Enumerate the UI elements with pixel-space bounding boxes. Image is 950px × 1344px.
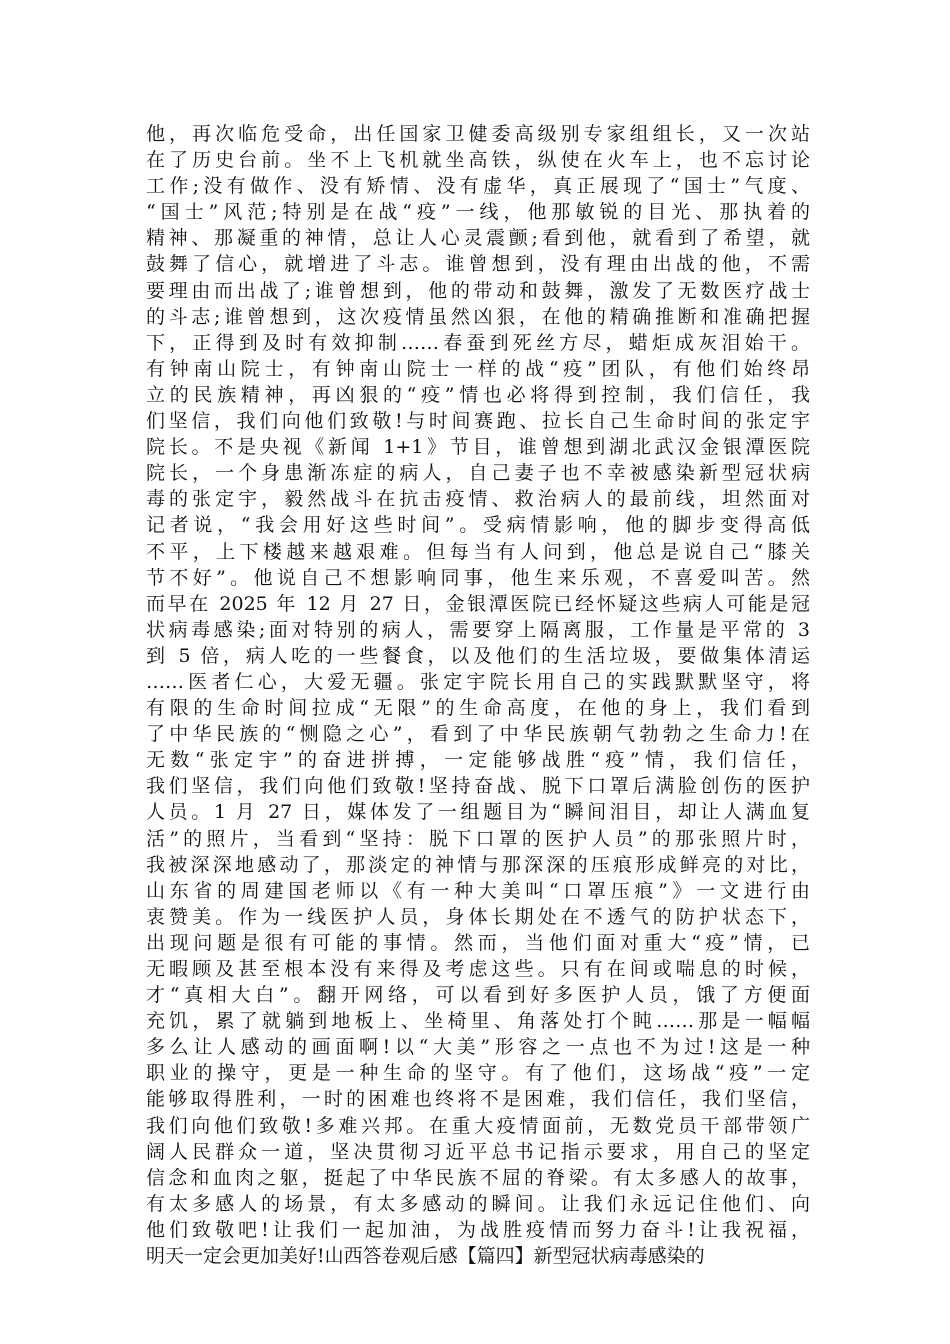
text-line: 在了历史台前。坐不上飞机就坐高铁，纵使在火车上，也不忘讨论 [146, 149, 810, 172]
text-line: 能够取得胜利，一时的困难也终将不是困难，我们信任，我们坚信， [146, 1088, 810, 1111]
text-line: 无暇顾及甚至根本没有来得及考虑这些。只有在间或喘息的时候， [146, 958, 810, 980]
body-text [146, 121, 810, 1269]
text-line: ……医者仁心，大爱无疆。张定宇院长用自己的实践默默坚守，将 [146, 670, 810, 693]
text-line: “国士”风范;特别是在战“疫”一线，他那敏锐的目光、那执着的 [146, 201, 810, 224]
text-line: 了中华民族的“恻隐之心”，看到了中华民族朝气勃勃之生命力!在 [146, 723, 810, 746]
text-line: 立的民族精神，再凶狠的“疫”情也必将得到控制，我们信任，我 [146, 383, 810, 406]
text-line: 有限的生命时间拉成“无限”的生命高度，在他的身上，我们看到 [146, 697, 810, 720]
text-line: 明天一定会更加美好!山西答卷观后感【篇四】新型冠状病毒感染的 [146, 1245, 705, 1268]
text-line: 而早在 2025 年 12 月 27 日，金银潭医院已经怀疑这些病人可能是冠 [146, 592, 810, 615]
text-line: 有钟南山院士，有钟南山院士一样的战“疫”团队，有他们始终昂 [146, 357, 810, 380]
text-line: 他们致敬吧!让我们一起加油，为战胜疫情而努力奋斗!让我祝福， [146, 1218, 810, 1241]
text-line: 状病毒感染;面对特别的病人，需要穿上隔离服，工作量是平常的 3 [146, 618, 810, 641]
text-line: 充饥，累了就躺到地板上、坐椅里、角落处打个盹……那是一幅幅 [146, 1010, 810, 1033]
text-line: 院长，一个身患渐冻症的病人，自己妻子也不幸被感染新型冠状病 [146, 462, 810, 485]
text-line: 毒的张定宇，毅然战斗在抗击疫情、救治病人的最前线，坦然面对 [146, 488, 810, 511]
text-line: 多么让人感动的画面啊!以“大美”形容之一点也不为过!这是一种 [146, 1036, 810, 1059]
text-line: 阔人民群众一道，坚决贯彻习近平总书记指示要求，用自己的坚定 [146, 1140, 810, 1163]
text-line: 职业的操守，更是一种生命的坚守。有了他们，这场战“疫”一定 [146, 1062, 810, 1085]
text-line: 工作;没有做作、没有矫情、没有虚华，真正展现了“国士”气度、 [146, 175, 810, 198]
text-line: 才“真相大白”。翻开网络，可以看到好多医护人员，饿了方便面 [146, 984, 810, 1007]
text-line: 衷赞美。作为一线医护人员，身体长期处在不透气的防护状态下， [146, 905, 810, 928]
text-line: 山东省的周建国老师以《有一种大美叫“口罩压痕”》一文进行由 [146, 879, 810, 902]
text-line: 们坚信，我们向他们致敬!与时间赛跑、拉长自己生命时间的张定宇 [146, 410, 810, 433]
text-line: 的斗志;谁曾想到，这次疫情虽然凶狠，在他的精确推断和准确把握 [146, 305, 810, 328]
text-line: 院长。不是央视《新闻 1+1》节目，谁曾想到湖北武汉金银潭医院 [146, 436, 810, 459]
text-line: 有太多感人的场景，有太多感动的瞬间。让我们永远记住他们、向 [146, 1192, 810, 1215]
text-line: 不平，上下楼越来越艰难。但每当有人问到，他总是说自己“膝关 [146, 540, 810, 563]
text-line: 精神、那凝重的神情，总让人心灵震颤;看到他，就看到了希望，就 [146, 227, 810, 250]
text-line: 我们向他们致敬!多难兴邦。在重大疫情面前，无数党员干部带领广 [146, 1114, 810, 1137]
text-line: 他，再次临危受命，出任国家卫健委高级别专家组组长，又一次站 [146, 123, 810, 145]
text-line: 到 5 倍，病人吃的一些餐食，以及他们的生活垃圾，要做集体清运 [146, 644, 810, 667]
text-line: 人员。1 月 27 日，媒体发了一组题目为“瞬间泪目，却让人满血复 [146, 801, 810, 824]
text-line: 活”的照片，当看到“坚持：脱下口罩的医护人员”的那张照片时， [146, 827, 810, 850]
text-line: 我们坚信，我们向他们致敬!坚持奋战、脱下口罩后满脸创伤的医护 [146, 775, 810, 798]
text-line: 信念和血肉之躯，挺起了中华民族不屈的脊梁。有太多感人的故事， [146, 1166, 810, 1189]
text-line: 节不好”。他说自己不想影响同事，他生来乐观，不喜爱叫苦。然 [146, 566, 810, 589]
text-line: 出现问题是很有可能的事情。然而，当他们面对重大“疫”情，已 [146, 931, 810, 954]
text-line: 要理由而出战了;谁曾想到，他的带动和鼓舞，激发了无数医疗战士 [146, 279, 810, 302]
text-line: 记者说，“我会用好这些时间”。受病情影响，他的脚步变得高低 [146, 514, 810, 537]
text-line: 无数“张定宇”的奋进拼搏，一定能够战胜“疫”情，我们信任， [146, 749, 810, 772]
text-line: 下，正得到及时有效抑制……春蚕到死丝方尽，蜡炬成灰泪始干。 [146, 331, 810, 354]
text-line: 我被深深地感动了，那淡定的神情与那深深的压痕形成鲜亮的对比， [146, 853, 810, 876]
text-line: 鼓舞了信心，就增进了斗志。谁曾想到，没有理由出战的他，不需 [146, 253, 810, 276]
